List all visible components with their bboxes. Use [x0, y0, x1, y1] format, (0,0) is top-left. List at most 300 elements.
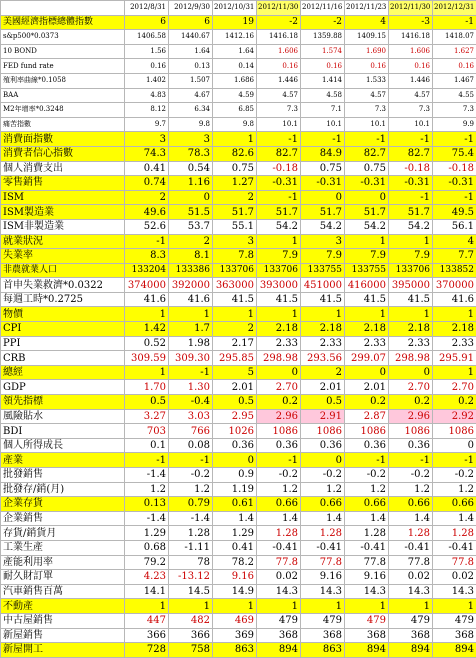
value-cell: -2 — [257, 15, 301, 30]
value-cell: 8.12 — [125, 103, 169, 118]
value-cell: 1086 — [389, 424, 433, 439]
table-row — [1, 540, 476, 555]
value-cell: 1 — [345, 307, 389, 322]
value-cell: 298.98 — [389, 351, 433, 366]
value-cell: 703 — [125, 424, 169, 439]
row-label: PPI — [1, 336, 125, 351]
value-cell: 7.9 — [345, 249, 389, 264]
value-cell: -1 — [169, 365, 213, 380]
value-cell: 0.66 — [389, 497, 433, 512]
value-cell: 1 — [433, 307, 476, 322]
value-cell: 1 — [345, 599, 389, 614]
table-row — [1, 146, 476, 161]
value-cell: 6.85 — [213, 103, 257, 118]
date-header-cell: 2012/10/31 — [213, 1, 257, 16]
value-cell: 1.2 — [169, 482, 213, 497]
value-cell: 0.2 — [433, 395, 476, 410]
value-cell: 0.13 — [125, 497, 169, 512]
value-cell: 0 — [389, 365, 433, 380]
value-cell: 1 — [213, 132, 257, 147]
date-header-cell: 2012/11/30 — [257, 1, 301, 16]
table-row — [1, 438, 476, 453]
value-cell: 3.27 — [125, 409, 169, 424]
row-label: M2年增率*0.3248 — [1, 103, 125, 118]
value-cell: 451000 — [301, 278, 345, 293]
value-cell: 53.7 — [169, 219, 213, 234]
table-row — [1, 599, 476, 614]
row-label: 殖利率曲線*0.1058 — [1, 73, 125, 88]
value-cell: 4.59 — [213, 88, 257, 103]
value-cell: 7.9 — [257, 249, 301, 264]
value-cell: -2 — [301, 15, 345, 30]
value-cell: -0.41 — [433, 540, 476, 555]
value-cell: 369 — [213, 628, 257, 643]
value-cell: 1.42 — [125, 322, 169, 337]
value-cell: 9.16 — [301, 570, 345, 585]
value-cell: 1.28 — [433, 526, 476, 541]
value-cell: 7.9 — [301, 249, 345, 264]
table-row — [1, 190, 476, 205]
value-cell: 0.16 — [301, 59, 345, 74]
value-cell: 54.2 — [389, 219, 433, 234]
row-label: 新屋銷售 — [1, 628, 125, 643]
row-label: 產業 — [1, 453, 125, 468]
value-cell: 4.67 — [169, 88, 213, 103]
value-cell: 77.8 — [389, 555, 433, 570]
value-cell: 41.5 — [257, 292, 301, 307]
row-label: 不動產 — [1, 599, 125, 614]
value-cell: 2 — [213, 322, 257, 337]
value-cell: 41.6 — [433, 292, 476, 307]
row-label: BAA — [1, 88, 125, 103]
value-cell: 1026 — [213, 424, 257, 439]
value-cell: 863 — [301, 643, 345, 658]
value-cell: 894 — [345, 643, 389, 658]
value-cell: 133204 — [125, 263, 169, 278]
value-cell: 0.5 — [213, 395, 257, 410]
value-cell: 9.9 — [433, 117, 476, 132]
value-cell: 0.66 — [301, 497, 345, 512]
row-label: GDP — [1, 380, 125, 395]
value-cell: -0.2 — [433, 468, 476, 483]
value-cell: 133706 — [389, 263, 433, 278]
value-cell: 2.18 — [345, 322, 389, 337]
value-cell: 482 — [169, 613, 213, 628]
value-cell: 393000 — [257, 278, 301, 293]
value-cell: 0.5 — [301, 395, 345, 410]
value-cell: 2 — [301, 365, 345, 380]
value-cell: 77.8 — [257, 555, 301, 570]
value-cell: 1 — [257, 234, 301, 249]
date-header-cell: 2012/9/30 — [169, 1, 213, 16]
value-cell: 7.3 — [345, 103, 389, 118]
value-cell: 1 — [345, 234, 389, 249]
row-label: 中古屋銷售 — [1, 613, 125, 628]
value-cell: 0.68 — [125, 540, 169, 555]
row-label: 物價 — [1, 307, 125, 322]
value-cell: 1.2 — [433, 482, 476, 497]
value-cell: 1409.15 — [345, 30, 389, 45]
value-cell: 78.3 — [169, 146, 213, 161]
table-row — [1, 30, 476, 45]
value-cell: 0.1 — [125, 438, 169, 453]
value-cell: 1.28 — [345, 526, 389, 541]
value-cell: 0.02 — [433, 570, 476, 585]
table-row — [1, 132, 476, 147]
table-row — [1, 278, 476, 293]
value-cell: 2.01 — [213, 380, 257, 395]
value-cell: 7.8 — [213, 249, 257, 264]
value-cell: 1.27 — [213, 176, 257, 191]
value-cell: 82.7 — [345, 146, 389, 161]
value-cell: 79.2 — [125, 555, 169, 570]
value-cell: 2.96 — [257, 409, 301, 424]
value-cell: 9.16 — [213, 570, 257, 585]
value-cell: 1.402 — [125, 73, 169, 88]
value-cell: 0 — [213, 453, 257, 468]
value-cell: 4.55 — [433, 88, 476, 103]
value-cell: 0.16 — [125, 59, 169, 74]
value-cell: 0 — [301, 453, 345, 468]
table-row — [1, 613, 476, 628]
value-cell: 2.70 — [257, 380, 301, 395]
value-cell: 1 — [257, 307, 301, 322]
row-label: 美國經濟指標總體指數 — [1, 15, 125, 30]
value-cell: 363000 — [213, 278, 257, 293]
value-cell: 75.4 — [433, 146, 476, 161]
value-cell: 77.8 — [433, 555, 476, 570]
value-cell: 1412.16 — [213, 30, 257, 45]
value-cell: 0.66 — [345, 497, 389, 512]
value-cell: 2 — [213, 190, 257, 205]
value-cell: 1 — [169, 599, 213, 614]
value-cell: 14.3 — [257, 584, 301, 599]
row-label: 失業率 — [1, 249, 125, 264]
row-label: 非農就業人口 — [1, 263, 125, 278]
value-cell: 2.33 — [257, 336, 301, 351]
table-row — [1, 497, 476, 512]
value-cell: 1086 — [257, 424, 301, 439]
value-cell: 758 — [169, 643, 213, 658]
value-cell: 1 — [433, 365, 476, 380]
value-cell: 2.92 — [433, 409, 476, 424]
value-cell: 7.7 — [433, 249, 476, 264]
value-cell: 1.4 — [213, 511, 257, 526]
table-row — [1, 219, 476, 234]
value-cell: 1 — [301, 599, 345, 614]
value-cell: 1.98 — [169, 336, 213, 351]
value-cell: 1416.18 — [257, 30, 301, 45]
value-cell: 1 — [433, 599, 476, 614]
table-row — [1, 424, 476, 439]
value-cell: 374000 — [125, 278, 169, 293]
value-cell: 2.18 — [301, 322, 345, 337]
value-cell: 0 — [433, 438, 476, 453]
value-cell: 0 — [169, 190, 213, 205]
value-cell: 1.574 — [301, 44, 345, 59]
value-cell: 1 — [169, 307, 213, 322]
value-cell: 2 — [125, 190, 169, 205]
table-row — [1, 555, 476, 570]
value-cell: -1 — [345, 132, 389, 147]
value-cell: 0.14 — [213, 59, 257, 74]
value-cell: 894 — [257, 643, 301, 658]
value-cell: 51.5 — [169, 205, 213, 220]
row-label: 每週工時*0.2725 — [1, 292, 125, 307]
value-cell: -1.4 — [125, 511, 169, 526]
table-row — [1, 351, 476, 366]
value-cell: -1 — [389, 132, 433, 147]
value-cell: 6.34 — [169, 103, 213, 118]
value-cell: 1.2 — [345, 482, 389, 497]
value-cell: -0.18 — [389, 161, 433, 176]
row-label: 個人消費支出 — [1, 161, 125, 176]
value-cell: 0.75 — [213, 161, 257, 176]
row-label: 批發銷售 — [1, 468, 125, 483]
value-cell: 4.57 — [257, 88, 301, 103]
value-cell: 54.2 — [345, 219, 389, 234]
value-cell: 14.3 — [389, 584, 433, 599]
value-cell: 0.75 — [301, 161, 345, 176]
table-row — [1, 628, 476, 643]
value-cell: 0.16 — [345, 59, 389, 74]
value-cell: 14.3 — [345, 584, 389, 599]
value-cell: 0.54 — [169, 161, 213, 176]
value-cell: 395000 — [389, 278, 433, 293]
value-cell: 3 — [213, 234, 257, 249]
value-cell: 1406.58 — [125, 30, 169, 45]
value-cell: 0.13 — [169, 59, 213, 74]
date-header-cell: 2012/12/31 — [433, 1, 476, 16]
value-cell: 370000 — [433, 278, 476, 293]
value-cell: 3.03 — [169, 409, 213, 424]
value-cell: 1418.07 — [433, 30, 476, 45]
value-cell: 392000 — [169, 278, 213, 293]
value-cell: 2.91 — [301, 409, 345, 424]
value-cell: 49.6 — [125, 205, 169, 220]
value-cell: 1.4 — [257, 511, 301, 526]
value-cell: 10.1 — [345, 117, 389, 132]
value-cell: 1.2 — [257, 482, 301, 497]
value-cell: 0 — [345, 190, 389, 205]
value-cell: 479 — [257, 613, 301, 628]
value-cell: 2.33 — [301, 336, 345, 351]
value-cell: 1.7 — [169, 322, 213, 337]
value-cell: 2.17 — [213, 336, 257, 351]
value-cell: 77.8 — [301, 555, 345, 570]
value-cell: 10.1 — [301, 117, 345, 132]
value-cell: 1.28 — [301, 526, 345, 541]
value-cell: 77.8 — [345, 555, 389, 570]
value-cell: 0.16 — [257, 59, 301, 74]
value-cell: 74.3 — [125, 146, 169, 161]
value-cell: 4.83 — [125, 88, 169, 103]
value-cell: 51.7 — [389, 205, 433, 220]
value-cell: 82.7 — [389, 146, 433, 161]
row-label: s&p500*0.0373 — [1, 30, 125, 45]
value-cell: 0 — [345, 365, 389, 380]
value-cell: 7.3 — [389, 103, 433, 118]
value-cell: 1 — [125, 599, 169, 614]
table-row — [1, 161, 476, 176]
row-label: 個人所得成長 — [1, 438, 125, 453]
value-cell: 1086 — [433, 424, 476, 439]
value-cell: -13.12 — [169, 570, 213, 585]
value-cell: 1.686 — [213, 73, 257, 88]
value-cell: 51.7 — [301, 205, 345, 220]
value-cell: 766 — [169, 424, 213, 439]
value-cell: 1 — [389, 307, 433, 322]
row-label: BDI — [1, 424, 125, 439]
row-label: ISM製造業 — [1, 205, 125, 220]
table-row — [1, 365, 476, 380]
value-cell: 1.56 — [125, 44, 169, 59]
row-label: ISM非製造業 — [1, 219, 125, 234]
value-cell: 41.5 — [389, 292, 433, 307]
value-cell: 0.41 — [213, 540, 257, 555]
value-cell: 82.6 — [213, 146, 257, 161]
value-cell: 0.36 — [389, 438, 433, 453]
value-cell: 41.5 — [213, 292, 257, 307]
row-label: 10 BOND — [1, 44, 125, 59]
value-cell: 1086 — [301, 424, 345, 439]
value-cell: 1440.67 — [169, 30, 213, 45]
value-cell: 2 — [169, 234, 213, 249]
value-cell: -1 — [433, 15, 476, 30]
value-cell: 1.4 — [389, 511, 433, 526]
value-cell: -0.31 — [301, 176, 345, 191]
value-cell: 0.61 — [213, 497, 257, 512]
row-label: 首申失業救濟*0.0322 — [1, 278, 125, 293]
value-cell: -1.4 — [169, 511, 213, 526]
value-cell: -1 — [257, 190, 301, 205]
value-cell: 1.28 — [169, 526, 213, 541]
value-cell: 56.1 — [433, 219, 476, 234]
value-cell: -0.41 — [389, 540, 433, 555]
value-cell: -1 — [345, 453, 389, 468]
value-cell: 298.98 — [257, 351, 301, 366]
value-cell: 295.91 — [433, 351, 476, 366]
row-label: 企業銷售 — [1, 511, 125, 526]
table-row — [1, 292, 476, 307]
table-row — [1, 482, 476, 497]
value-cell: 0.2 — [257, 395, 301, 410]
value-cell: -1 — [433, 453, 476, 468]
value-cell: 41.6 — [169, 292, 213, 307]
value-cell: 479 — [389, 613, 433, 628]
row-label: 風險貼水 — [1, 409, 125, 424]
date-header-cell: 2012/11/23 — [345, 1, 389, 16]
value-cell: 55.1 — [213, 219, 257, 234]
value-cell: 133386 — [169, 263, 213, 278]
value-cell: 14.5 — [169, 584, 213, 599]
value-cell: -0.41 — [345, 540, 389, 555]
value-cell: 41.5 — [345, 292, 389, 307]
value-cell: 469 — [213, 613, 257, 628]
value-cell: 7.1 — [301, 103, 345, 118]
value-cell: -1 — [125, 234, 169, 249]
value-cell: -1.11 — [169, 540, 213, 555]
table-row — [1, 395, 476, 410]
table-row — [1, 409, 476, 424]
value-cell: 1.29 — [125, 526, 169, 541]
value-cell: 4 — [345, 15, 389, 30]
value-cell: 51.7 — [213, 205, 257, 220]
value-cell: 447 — [125, 613, 169, 628]
row-label: 痛苦指數 — [1, 117, 125, 132]
value-cell: 0 — [301, 190, 345, 205]
value-cell: 1359.88 — [301, 30, 345, 45]
table-row — [1, 322, 476, 337]
value-cell: 0.75 — [345, 161, 389, 176]
value-cell: 2.95 — [213, 409, 257, 424]
value-cell: 2.18 — [433, 322, 476, 337]
value-cell: 1.467 — [433, 73, 476, 88]
table-row — [1, 526, 476, 541]
value-cell: 0.02 — [257, 570, 301, 585]
value-cell: -1 — [257, 132, 301, 147]
table-row — [1, 117, 476, 132]
row-label: 總經 — [1, 365, 125, 380]
value-cell: 293.56 — [301, 351, 345, 366]
table-row — [1, 468, 476, 483]
value-cell: -0.18 — [257, 161, 301, 176]
value-cell: 0.2 — [345, 395, 389, 410]
value-cell: 1.2 — [125, 482, 169, 497]
value-cell: 863 — [213, 643, 257, 658]
date-header-cell: 2012/11/16 — [301, 1, 345, 16]
value-cell: 54.2 — [257, 219, 301, 234]
value-cell: 1416.18 — [389, 30, 433, 45]
value-cell: 1.30 — [169, 380, 213, 395]
value-cell: 133706 — [213, 263, 257, 278]
value-cell: 0.5 — [125, 395, 169, 410]
value-cell: -0.2 — [345, 468, 389, 483]
row-label: 企業存貨 — [1, 497, 125, 512]
value-cell: 10.1 — [389, 117, 433, 132]
value-cell: 8.3 — [125, 249, 169, 264]
value-cell: 14.3 — [433, 584, 476, 599]
row-label: 領先指標 — [1, 395, 125, 410]
value-cell: 1 — [125, 365, 169, 380]
value-cell: 0.16 — [389, 59, 433, 74]
value-cell: 133852 — [433, 263, 476, 278]
row-label: 汽車銷售百萬 — [1, 584, 125, 599]
row-label: 消費者信心指數 — [1, 146, 125, 161]
value-cell: 2.70 — [433, 380, 476, 395]
value-cell: 1.19 — [213, 482, 257, 497]
value-cell: 78.2 — [213, 555, 257, 570]
value-cell: 1.507 — [169, 73, 213, 88]
value-cell: 8.1 — [169, 249, 213, 264]
value-cell: -0.4 — [169, 395, 213, 410]
value-cell: -1 — [433, 190, 476, 205]
value-cell: 1.2 — [389, 482, 433, 497]
value-cell: 0.66 — [257, 497, 301, 512]
value-cell: 51.7 — [345, 205, 389, 220]
value-cell: 133706 — [257, 263, 301, 278]
value-cell: 0.08 — [169, 438, 213, 453]
value-cell: 1.29 — [213, 526, 257, 541]
value-cell: 41.5 — [301, 292, 345, 307]
table-row — [1, 44, 476, 59]
table-row — [1, 584, 476, 599]
value-cell: 299.07 — [345, 351, 389, 366]
value-cell: 1 — [301, 307, 345, 322]
value-cell: 52.6 — [125, 219, 169, 234]
row-label: 工業生產 — [1, 540, 125, 555]
row-label: CPI — [1, 322, 125, 337]
